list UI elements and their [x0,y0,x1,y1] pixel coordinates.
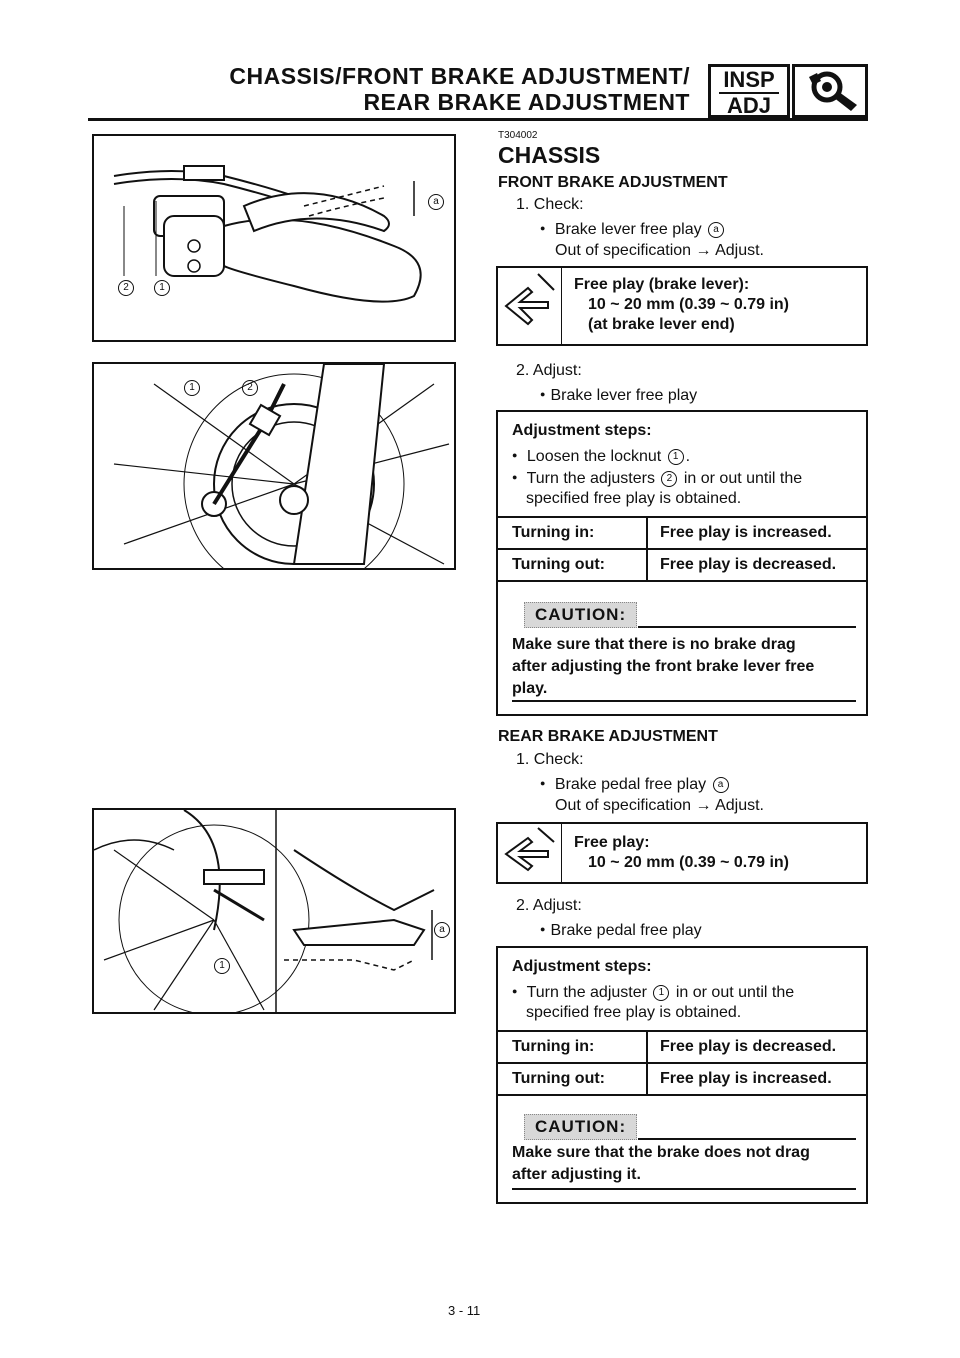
fig1-label-1: 1 [154,280,170,296]
figure-rear-brake [92,808,456,1014]
rear-step1-note: Out of specification → Adjust. [555,797,764,814]
front-caution-text2: after adjusting the front brake lever free [512,658,815,675]
rear-caution-label: CAUTION: [524,1114,637,1140]
rear-row2-a: Turning out: [512,1070,605,1087]
header-rule [88,118,868,121]
rear-adjust-box [496,946,868,1204]
fig3-label-1: 1 [214,958,230,974]
rear-adj-step1-line2: specified free play is obtained. [526,1004,742,1021]
front-row2-a: Turning out: [512,556,605,573]
rear-step2: 2. Adjust: [516,897,582,914]
rear-adj-step1: ● Turn the adjuster 1 in or out until the [512,980,858,1004]
rear-spec-value: 10 ~ 20 mm (0.39 ~ 0.79 in) [588,854,790,871]
front-step1-note: Out of specification → Adjust. [555,242,764,259]
front-adjust-box [496,410,868,716]
front-adj-title: Adjustment steps: [512,422,652,439]
section-code: T304002 [498,130,538,141]
rear-row1-b: Free play is decreased. [660,1038,837,1055]
front-step2: 2. Adjust: [516,362,582,379]
page-number: 3 - 11 [448,1303,481,1318]
rear-heading: REAR BRAKE ADJUSTMENT [498,728,718,745]
front-step1-item: ● Brake lever free play a [540,217,726,241]
fig1-label-2: 2 [118,280,134,296]
caliper-icon [498,824,562,882]
rear-caution-text1: Make sure that the brake does not drag [512,1144,810,1161]
rear-step1-item: ● Brake pedal free play a [540,772,731,796]
rear-row2-b: Free play is increased. [660,1070,832,1087]
rear-step2-item: ● Brake pedal free play [540,918,702,942]
rear-step1: 1. Check: [516,751,584,768]
front-caution-label: CAUTION: [524,602,637,628]
fig2-label-2: 2 [242,380,258,396]
fig2-label-1: 1 [184,380,200,396]
section-title: CHASSIS [498,142,601,168]
badge-bottom: ADJ [726,93,771,118]
front-row2-b: Free play is decreased. [660,556,837,573]
caliper-icon [498,268,562,344]
front-caution-text1: Make sure that there is no brake drag [512,636,796,653]
insp-adj-badge [708,64,790,118]
wrench-inspection-icon [792,64,868,118]
front-step2-item: ● Brake lever free play [540,383,697,407]
front-row1-a: Turning in: [512,524,595,541]
front-adj-step2-line2: specified free play is obtained. [526,490,742,507]
rear-row1-a: Turning in: [512,1038,595,1055]
fig3-label-a: a [434,922,450,938]
front-adj-step1: ● Loosen the locknut 1 . [512,444,690,468]
header-title-line1: CHASSIS/FRONT BRAKE ADJUSTMENT/ [229,63,690,89]
figure-front-brake-hub [92,362,456,570]
front-spec-note: (at brake lever end) [588,316,735,333]
header-title-line2: REAR BRAKE ADJUSTMENT [363,89,690,115]
front-heading: FRONT BRAKE ADJUSTMENT [498,174,728,191]
rear-caution-text2: after adjusting it. [512,1166,641,1183]
front-spec-title: Free play (brake lever): [574,276,750,293]
figure-brake-lever [92,134,456,342]
rear-spec-box [496,822,868,884]
fig1-label-a: a [428,194,444,210]
front-spec-value: 10 ~ 20 mm (0.39 ~ 0.79 in) [588,296,790,313]
rear-adj-title: Adjustment steps: [512,958,652,975]
front-step1: 1. Check: [516,196,584,213]
rear-spec-title: Free play: [574,834,650,851]
badge-top: INSP [723,67,775,92]
front-spec-box [496,266,868,346]
front-adj-step2: ● Turn the adjusters 2 in or out until the [512,466,858,490]
front-row1-b: Free play is increased. [660,524,832,541]
front-caution-text3: play. [512,680,548,697]
